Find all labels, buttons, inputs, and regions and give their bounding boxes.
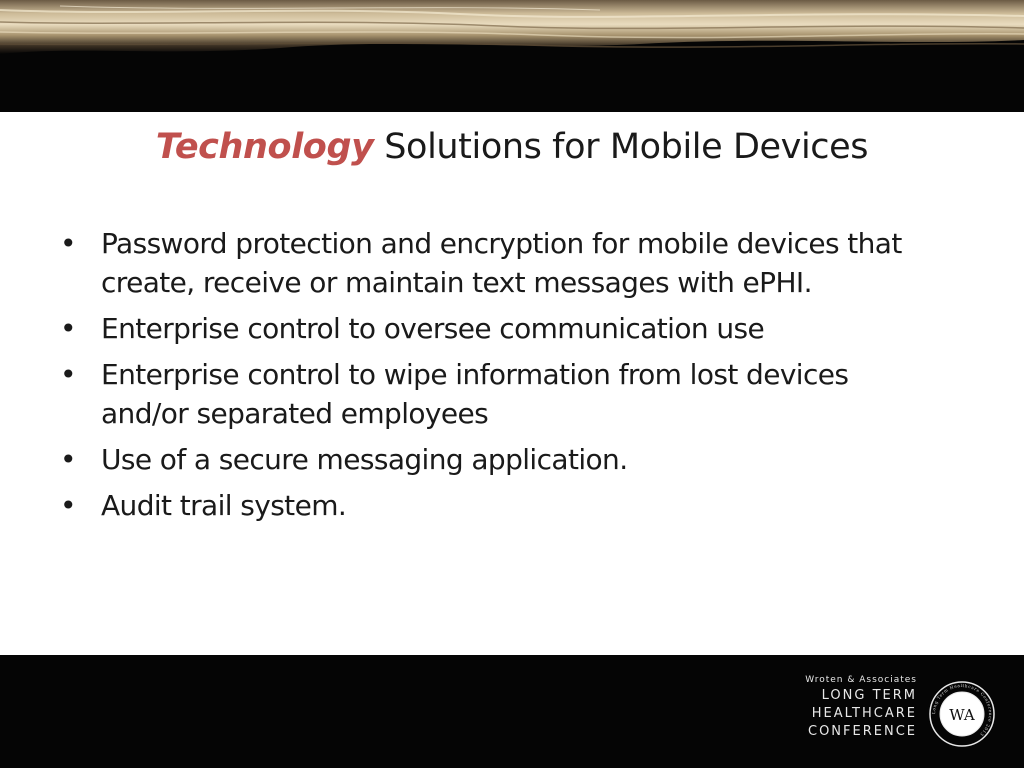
conference-seal-logo — [928, 680, 996, 748]
footer-band — [0, 655, 1024, 768]
bullet-dot-icon: • — [60, 443, 76, 476]
seal-initials: WA — [949, 706, 975, 724]
bullet-item — [58, 440, 938, 479]
seal-ring-text: Long Term Healthcare Conference 2013 — [930, 682, 994, 738]
bullet-text: Use of a secure messaging application. — [101, 443, 628, 476]
bullet-text: Audit trail system. — [101, 489, 347, 522]
bullet-list — [58, 224, 938, 532]
top-banner — [0, 0, 1024, 112]
bullet-text: Enterprise control to wipe information from lost devices and/or separated employees — [101, 358, 849, 430]
bullet-dot-icon: • — [60, 227, 76, 260]
bullet-dot-icon: • — [60, 358, 76, 391]
bullet-dot-icon: • — [60, 489, 76, 522]
bullet-item — [58, 224, 938, 302]
bullet-item — [58, 309, 938, 348]
wordmark-line-3: CONFERENCE — [808, 724, 917, 739]
title-rest: Solutions for Mobile Devices — [373, 127, 869, 167]
conference-wordmark — [805, 673, 917, 741]
bullet-text: Password protection and encryption for mobile devices that create, receive or maintain text messages with ePHI. — [101, 227, 902, 299]
organizer-name: Wroten & Associates — [805, 675, 917, 685]
bullet-text: Enterprise control to oversee communication use — [101, 312, 765, 345]
bullet-item — [58, 486, 938, 525]
bullet-item — [58, 355, 938, 433]
wordmark-line-2: HEALTHCARE — [811, 706, 917, 721]
wordmark-line-1: LONG TERM — [821, 688, 917, 703]
bullet-dot-icon: • — [60, 312, 76, 345]
title-accent: Technology — [155, 127, 374, 167]
wood-texture-image — [0, 0, 1024, 112]
slide-title — [0, 124, 1024, 170]
